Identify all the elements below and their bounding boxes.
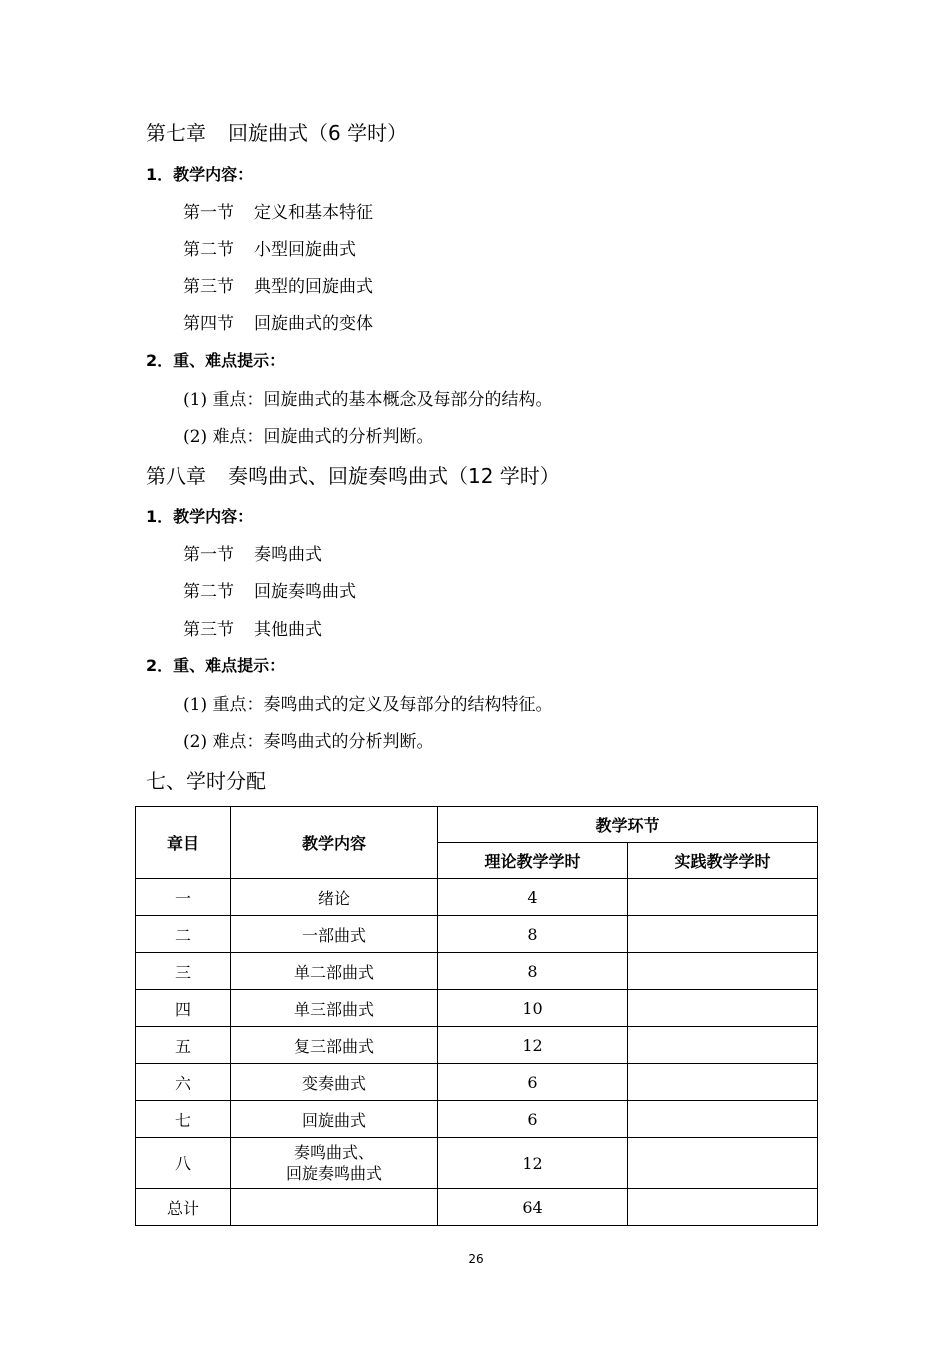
cell-practice [628,953,818,990]
cell-theory: 8 [438,953,628,990]
cell-content-line-2: 回旋奏鸣曲式 [285,1164,382,1183]
header-practice-hours: 实践教学学时 [628,843,818,879]
cell-chapter: 五 [136,1027,231,1064]
table-row [136,916,818,953]
section-number: 第一节 [183,545,234,565]
section-number: 第二节 [183,240,234,260]
cell-practice [628,1101,818,1138]
chapter-8-title: 奏鸣曲式、回旋奏鸣曲式（12 学时） [228,464,560,488]
section-title: 奏鸣曲式 [254,545,322,565]
cell-practice [628,1138,818,1189]
table-row [136,1101,818,1138]
table-row [136,879,818,916]
cell-total-label: 总计 [136,1189,231,1226]
cell-chapter: 一 [136,879,231,916]
section-title: 小型回旋曲式 [254,240,356,260]
chapter-7-label: 第七章 [146,121,206,145]
cell-practice [628,1064,818,1101]
table-row [136,953,818,990]
cell-content: 回旋曲式 [231,1101,438,1138]
cell-chapter: 二 [136,916,231,953]
section-title: 回旋曲式的变体 [254,314,373,334]
cell-content: 单二部曲式 [231,953,438,990]
chapter-8-content-heading: 1．教学内容： [146,507,254,526]
chapter-8-section-2 [183,577,356,602]
chapter-7-section-1 [183,198,373,223]
cell-total-practice [628,1189,818,1226]
cell-content: 一部曲式 [231,916,438,953]
cell-content: 单三部曲式 [231,990,438,1027]
page-number: 26 [468,1252,484,1266]
chapter-7-title: 回旋曲式（6 学时） [228,121,408,145]
cell-practice [628,916,818,953]
cell-chapter: 三 [136,953,231,990]
table-total-row [136,1189,818,1226]
section-title: 典型的回旋曲式 [254,277,373,297]
header-stage: 教学环节 [438,807,818,843]
cell-total-theory: 64 [438,1189,628,1226]
section-number: 第三节 [183,620,234,640]
cell-practice [628,879,818,916]
cell-theory: 10 [438,990,628,1027]
chapter-8-section-3 [183,615,322,640]
chapter-8-label: 第八章 [146,464,206,488]
cell-theory: 4 [438,879,628,916]
section-7-title: 七、学时分配 [146,769,266,793]
section-number: 第三节 [183,277,234,297]
chapter-7-key-heading: 2．重、难点提示： [146,351,286,370]
header-chapter: 章目 [136,807,231,879]
section-number: 第二节 [183,582,234,602]
cell-chapter: 八 [136,1138,231,1189]
cell-total-content [231,1189,438,1226]
cell-chapter: 七 [136,1101,231,1138]
section-title: 其他曲式 [254,620,322,640]
cell-practice [628,990,818,1027]
chapter-7-section-3 [183,272,373,297]
cell-theory: 12 [438,1027,628,1064]
chapter-8-key-point: (1) 重点：奏鸣曲式的定义及每部分的结构特征。 [183,695,553,715]
table-row [136,1027,818,1064]
section-title: 回旋奏鸣曲式 [254,582,356,602]
cell-content: 绪论 [231,879,438,916]
header-theory-hours: 理论教学学时 [438,843,628,879]
section-number: 第四节 [183,314,234,334]
chapter-7-section-2 [183,235,356,260]
table-row [136,1138,818,1189]
cell-content-line-1: 奏鸣曲式、 [293,1143,374,1162]
cell-chapter: 四 [136,990,231,1027]
chapter-7-section-4 [183,309,373,334]
section-number: 第一节 [183,203,234,223]
section-title: 定义和基本特征 [254,203,373,223]
table-row [136,990,818,1027]
chapter-7-heading [146,117,407,146]
chapter-7-content-heading: 1．教学内容： [146,165,254,184]
chapter-8-section-1 [183,540,322,565]
chapter-8-difficult-point: (2) 难点：奏鸣曲式的分析判断。 [183,732,434,752]
cell-content: 复三部曲式 [231,1027,438,1064]
cell-theory: 6 [438,1101,628,1138]
cell-content: 变奏曲式 [231,1064,438,1101]
cell-content [231,1138,438,1189]
table-row [136,1064,818,1101]
cell-chapter: 六 [136,1064,231,1101]
hours-allocation-table [135,806,818,1226]
chapter-7-difficult-point: (2) 难点：回旋曲式的分析判断。 [183,427,434,447]
cell-theory: 12 [438,1138,628,1189]
cell-theory: 6 [438,1064,628,1101]
cell-practice [628,1027,818,1064]
cell-theory: 8 [438,916,628,953]
chapter-7-key-point: (1) 重点：回旋曲式的基本概念及每部分的结构。 [183,390,553,410]
chapter-8-key-heading: 2．重、难点提示： [146,656,286,675]
chapter-8-heading [146,460,560,489]
header-content: 教学内容 [231,807,438,879]
